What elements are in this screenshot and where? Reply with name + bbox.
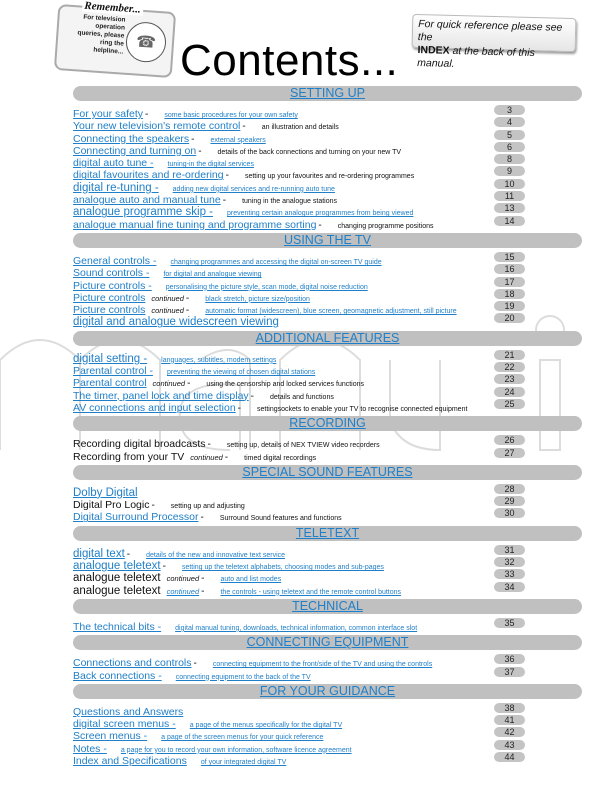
separator-dash: -	[191, 133, 195, 145]
toc-entry	[73, 653, 600, 670]
page-number-badge[interactable]: 35	[494, 618, 525, 628]
separator-dash: -	[222, 195, 227, 207]
entry-title-link[interactable]: analogue teletext	[73, 572, 161, 585]
entry-description[interactable]: languages, subtitles, modem settings	[161, 356, 277, 364]
page-number-badge[interactable]: 4	[494, 117, 525, 127]
toc-entry	[73, 300, 600, 317]
entry-title-link[interactable]: Recording from your TV	[73, 450, 185, 463]
toc-entry	[73, 178, 600, 194]
separator-dash: -	[185, 292, 190, 304]
toc-entry	[73, 312, 600, 329]
toc-entry	[73, 190, 600, 207]
page-number-badge[interactable]: 38	[494, 703, 525, 713]
entry-description[interactable]: tuning-in the digital services	[167, 161, 254, 169]
entry-title-link[interactable]: analogue auto and manual tune	[73, 194, 221, 207]
page-number-badge[interactable]: 33	[494, 569, 525, 579]
page-number-badge[interactable]: 29	[494, 496, 525, 506]
entry-description[interactable]: of your integrated digital TV	[200, 758, 287, 766]
separator-dash: -	[198, 145, 202, 157]
table-of-contents	[73, 84, 600, 767]
toc-entry	[73, 251, 600, 267]
page-number-badge[interactable]: 32	[494, 557, 525, 567]
entry-description[interactable]: for digital and analogue viewing	[163, 271, 262, 279]
entry-title-link[interactable]: The timer, panel lock and time display	[73, 389, 249, 402]
toc-entry	[73, 617, 600, 633]
section-header[interactable]: SPECIAL SOUND FEATURES	[73, 465, 582, 480]
page-number-badge[interactable]: 11	[494, 191, 525, 201]
entry-title-link[interactable]: Your new television's remote control	[73, 120, 241, 133]
section-header[interactable]: ADDITIONAL FEATURES	[73, 331, 582, 346]
entry-description[interactable]: connecting equipment to the back of the TV	[175, 673, 311, 681]
entry-title-link[interactable]: digital re-tuning -	[73, 181, 159, 194]
toc-entry	[73, 129, 600, 145]
entry-description: changing programme positions	[337, 222, 434, 230]
toc-entry	[73, 263, 600, 280]
page-number-badge[interactable]: 36	[494, 654, 525, 664]
separator-dash: -	[200, 512, 204, 524]
separator-dash: -	[207, 439, 211, 451]
continued-label: continued	[152, 379, 186, 389]
page-number-badge[interactable]: 15	[494, 252, 525, 262]
toc-entry	[73, 702, 600, 718]
entry-description: settingsockets to enable your TV to recognise connected equipment	[257, 405, 468, 413]
separator-dash: -	[187, 378, 191, 390]
section-header[interactable]: TELETEXT	[73, 526, 582, 541]
page-number-badge[interactable]: 18	[494, 289, 525, 299]
reminder-title: Remember...	[83, 0, 142, 16]
entry-title-link[interactable]: General controls -	[73, 254, 157, 267]
separator-dash: -	[237, 402, 242, 414]
separator-dash: -	[225, 170, 229, 182]
section-header[interactable]: USING THE TV	[73, 233, 582, 248]
entry-description[interactable]: connecting equipment to the front/side of the TV and using the controls	[212, 661, 433, 669]
separator-dash: -	[318, 219, 322, 231]
entry-description: an illustration and details	[261, 124, 339, 132]
entry-description[interactable]: the controls - using teletext and the remote control buttons	[220, 588, 402, 596]
page-number-badge[interactable]: 37	[494, 667, 525, 677]
entry-title-link[interactable]: digital setting -	[73, 352, 148, 365]
continued-label: continued	[166, 574, 200, 584]
entry-title-link[interactable]: Back connections -	[73, 669, 162, 682]
section-header[interactable]: SETTING UP	[73, 86, 582, 101]
entry-description[interactable]: digital manual tuning, downloads, technical information, common interface slot	[175, 624, 418, 632]
continued-label: continued	[190, 452, 223, 462]
entry-description[interactable]: a page for you to record your own information, software licence agreement	[120, 746, 352, 754]
entry-description[interactable]: some basic procedures for your own safety	[164, 112, 298, 119]
quick-reference-note: For quick reference please see the INDEX at the back of this manual.	[412, 14, 577, 52]
entry-description[interactable]: auto and list modes	[220, 576, 282, 584]
entry-title-link[interactable]: digital screen menus -	[73, 718, 176, 731]
entry-description: using the censorship and locked services functions	[206, 381, 365, 389]
toc-entry	[73, 495, 600, 512]
toc-entry	[73, 349, 600, 365]
entry-title-link[interactable]: Digital Pro Logic	[73, 499, 150, 512]
entry-description[interactable]: a page of the menus specifically for the digital TV	[189, 722, 343, 730]
page-number-badge[interactable]: 22	[494, 362, 525, 372]
section-header[interactable]: FOR YOUR GUIDANCE	[73, 684, 582, 699]
entry-title-link[interactable]: Parental control	[73, 377, 147, 390]
reminder-text: For television operation queries, please ring the helpline...	[77, 13, 126, 56]
page-number-badge[interactable]: 13	[494, 203, 525, 213]
entry-title-link[interactable]: Picture controls -	[73, 279, 152, 292]
page-number-badge[interactable]: 6	[494, 142, 525, 152]
toc-entry	[73, 116, 600, 133]
entry-title-link[interactable]: Dolby Digital	[73, 486, 138, 499]
toc-entry	[73, 751, 600, 767]
page-number-badge[interactable]: 26	[494, 435, 525, 445]
entry-title-link[interactable]: digital and analogue widescreen viewing	[73, 316, 279, 329]
toc-entry	[73, 398, 600, 414]
page-number-badge[interactable]: 28	[494, 484, 525, 494]
entry-description: timed digital recordings	[244, 454, 317, 462]
toc-entry	[73, 447, 600, 463]
toc-entry	[73, 386, 600, 402]
page-number-badge[interactable]: 25	[494, 399, 525, 409]
toc-entry	[73, 666, 600, 682]
section-header[interactable]: CONNECTING EQUIPMENT	[73, 635, 582, 650]
entry-description[interactable]: black stretch, picture size/position	[205, 295, 310, 303]
entry-description[interactable]: changing programmes and accessing the digital on-screen TV guide	[170, 258, 382, 266]
page-number-badge[interactable]: 21	[494, 350, 525, 360]
toc-entry	[73, 714, 600, 731]
page-number-badge[interactable]: 14	[494, 216, 525, 226]
entry-description: details and functions	[270, 393, 334, 401]
continued-label[interactable]: continued	[166, 586, 200, 596]
separator-dash: -	[185, 305, 190, 317]
entry-description[interactable]: details of the new and innovative text service	[146, 551, 286, 559]
entry-description: setting up and adjusting	[170, 503, 245, 511]
entry-title-link[interactable]: Digital Surround Processor	[73, 511, 199, 524]
page-number-badge[interactable]: 27	[494, 448, 525, 458]
page-number-badge[interactable]: 30	[494, 508, 525, 518]
entry-title-link[interactable]: Connecting and turning on	[73, 144, 197, 157]
page-number-badge[interactable]: 19	[494, 301, 525, 311]
toc-entry	[73, 141, 600, 157]
page-number-badge[interactable]: 34	[494, 582, 525, 592]
entry-title-link[interactable]: analogue teletext	[73, 560, 161, 573]
separator-dash: -	[242, 121, 246, 133]
entry-title-link[interactable]: digital text	[73, 547, 125, 560]
entry-title-link[interactable]: Screen menus -	[73, 730, 148, 743]
entry-title-link[interactable]: Sound controls -	[73, 267, 150, 280]
page-number-badge[interactable]: 17	[494, 277, 525, 287]
entry-description[interactable]: preventing the viewing of chosen digital stations	[166, 369, 316, 377]
continued-label: continued	[151, 306, 184, 316]
toc-entry	[73, 544, 600, 560]
entry-title-link[interactable]: Index and Specifications	[73, 754, 187, 767]
entry-description[interactable]: personalising the picture style, scan mode, digital noise reduction	[165, 283, 368, 291]
entry-description: setting up your favourites and re-ordering programmes	[244, 173, 415, 181]
helpline-reminder-card	[54, 0, 176, 78]
toc-entry	[73, 215, 600, 231]
section-header[interactable]: RECORDING	[73, 416, 582, 431]
entry-title-link[interactable]: Recording digital broadcasts	[73, 438, 206, 451]
entry-description[interactable]: adding new digital services and re-running auto tune	[172, 185, 335, 193]
entry-title-link[interactable]: The technical bits -	[73, 620, 162, 633]
entry-title-link[interactable]: Notes -	[73, 742, 107, 755]
toc-entry	[73, 373, 600, 390]
page-number-badge[interactable]: 41	[494, 715, 525, 725]
entry-title-link[interactable]: For your safety	[73, 108, 144, 120]
separator-dash: -	[201, 573, 205, 585]
entry-title-link[interactable]: analogue manual fine tuning and programme sorting	[73, 218, 317, 231]
section-header[interactable]: TECHNICAL	[73, 599, 582, 614]
entry-title-link[interactable]: Parental control -	[73, 365, 153, 378]
page-number-badge[interactable]: 9	[494, 166, 525, 176]
page-number-badge[interactable]: 43	[494, 740, 525, 750]
entry-title-link[interactable]: analogue programme skip -	[73, 206, 213, 219]
entry-title-link[interactable]: Questions and Answers	[73, 705, 184, 718]
toc-entry	[73, 726, 600, 743]
page-number-badge[interactable]: 23	[494, 374, 525, 384]
entry-title-link[interactable]: analogue teletext	[73, 584, 161, 597]
page-number-badge[interactable]: 20	[494, 313, 525, 323]
toc-entry	[73, 581, 600, 597]
entry-description[interactable]: preventing certain analogue programmes from being viewed	[227, 210, 414, 218]
entry-description[interactable]: external speakers	[210, 136, 266, 144]
separator-dash: -	[201, 585, 205, 597]
entry-description[interactable]: setting up the teletext alphabets, choosing modes and sub-pages	[181, 564, 384, 572]
page-number-badge[interactable]: 31	[494, 545, 525, 555]
toc-entry	[73, 556, 600, 573]
entry-description[interactable]: a page of the screen menus for your quick reference	[161, 734, 324, 742]
entry-title-link[interactable]: Connecting the speakers	[73, 132, 190, 145]
entry-description: details of the back connections and turning on your new TV	[217, 148, 402, 156]
page-number-badge[interactable]: 24	[494, 387, 525, 397]
toc-entry	[73, 202, 600, 219]
toc-entry	[73, 434, 600, 451]
entry-description: setting up, details of NEX TVIEW video recorders	[226, 442, 380, 450]
toc-entry	[73, 276, 600, 292]
toc-entry	[73, 288, 600, 304]
toc-entry	[73, 104, 600, 120]
page-title: Contents...	[180, 36, 399, 85]
toc-entry	[73, 568, 600, 585]
entry-title-link[interactable]: digital auto tune -	[73, 157, 154, 170]
toc-entry	[73, 739, 600, 755]
continued-label: continued	[151, 293, 184, 303]
entry-title-link[interactable]: Connections and controls	[73, 657, 192, 670]
page-number-badge[interactable]: 16	[494, 264, 525, 274]
separator-dash: -	[151, 500, 155, 512]
entry-description[interactable]: automatic format (widescreen), blue screen, geomagnetic adjustment, still picture	[205, 308, 457, 316]
separator-dash: -	[224, 451, 229, 463]
toc-entry	[73, 483, 600, 499]
entry-title-link[interactable]: Picture controls	[73, 304, 146, 317]
page-number-badge[interactable]: 44	[494, 752, 525, 762]
separator-dash: -	[250, 390, 255, 402]
separator-dash: -	[145, 109, 149, 120]
page-number-badge[interactable]: 10	[494, 179, 525, 189]
toc-entry	[73, 165, 600, 182]
entry-description: Surround Sound features and functions	[219, 515, 342, 523]
toc-entry	[73, 507, 600, 524]
entry-title-link[interactable]: Picture controls	[73, 291, 146, 304]
toc-entry	[73, 361, 600, 378]
separator-dash: -	[126, 548, 131, 560]
entry-description: tuning in the analogue stations	[242, 198, 338, 206]
telephone-icon: ☎	[125, 21, 168, 64]
separator-dash: -	[162, 561, 166, 573]
entry-title-link[interactable]: AV connections and input selection	[73, 401, 236, 414]
toc-entry	[73, 153, 600, 170]
page-number-badge[interactable]: 5	[494, 130, 525, 140]
separator-dash: -	[193, 658, 197, 670]
page-number-badge[interactable]: 8	[494, 154, 525, 164]
page-number-badge[interactable]: 3	[494, 105, 525, 115]
entry-title-link[interactable]: digital favourites and re-ordering	[73, 169, 224, 182]
page-number-badge[interactable]: 42	[494, 727, 525, 737]
